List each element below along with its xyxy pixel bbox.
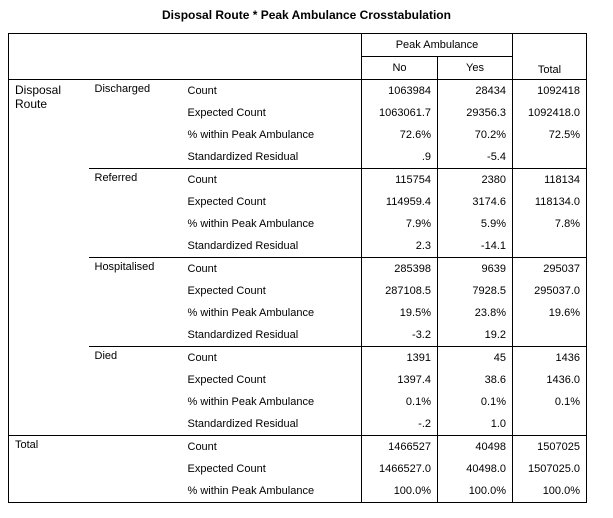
table-row <box>9 80 587 103</box>
table-title: Disposal Route * Peak Ambulance Crosstabulation <box>162 8 451 22</box>
total-value-cell: 100.0% <box>513 480 587 503</box>
statistic-label: % within Peak Ambulance <box>187 129 315 141</box>
row-category-label: Referred <box>89 169 182 258</box>
statistic-label: Standardized Residual <box>182 146 362 169</box>
no-value-cell: 2.3 <box>362 235 438 258</box>
no-value-cell: 72.6% <box>362 124 438 146</box>
yes-value-cell: 3174.6 <box>438 191 513 213</box>
yes-value-cell: 70.2% <box>438 124 513 146</box>
yes-column-header: Yes <box>438 57 513 80</box>
statistic-label: % within Peak Ambulance <box>187 307 315 319</box>
no-value-cell: -.2 <box>362 413 438 436</box>
yes-value-cell: 5.9% <box>438 213 513 235</box>
total-value-cell: 1507025.0 <box>513 458 587 480</box>
total-column-header: Total <box>513 34 587 80</box>
no-value-cell: 19.5% <box>362 302 438 324</box>
yes-value-cell: 0.1% <box>438 391 513 413</box>
crosstab-table <box>8 33 587 503</box>
statistic-label: Count <box>187 263 217 275</box>
statistic-label: Expected Count <box>187 107 266 119</box>
peak-ambulance-header: Peak Ambulance <box>362 34 513 57</box>
no-value-cell: 1391 <box>362 347 438 370</box>
no-value-cell: 1397.4 <box>362 369 438 391</box>
statistic-label: Count <box>187 85 217 97</box>
table-row <box>9 258 587 281</box>
total-value-cell: 1436 <box>513 347 587 370</box>
statistic-label: Standardized Residual <box>182 413 362 436</box>
no-value-cell: 1466527.0 <box>362 458 438 480</box>
total-value-cell <box>513 235 587 258</box>
total-value-cell: 19.6% <box>513 302 587 324</box>
no-value-cell: 0.1% <box>362 391 438 413</box>
no-value-cell: 1466527 <box>362 436 438 459</box>
yes-value-cell: 45 <box>438 347 513 370</box>
row-category-label: Died <box>89 347 182 436</box>
no-value-cell: 1063061.7 <box>362 102 438 124</box>
row-category-label: Discharged <box>89 80 182 169</box>
yes-value-cell: 7928.5 <box>438 280 513 302</box>
statistic-label: Expected Count <box>187 196 266 208</box>
table-row <box>9 436 587 459</box>
statistic-label: % within Peak Ambulance <box>187 396 315 408</box>
yes-value-cell: 40498.0 <box>438 458 513 480</box>
statistic-label: % within Peak Ambulance <box>182 480 362 503</box>
total-row-label: Total <box>9 436 182 503</box>
statistic-label: % within Peak Ambulance <box>187 218 315 230</box>
total-value-cell: 1436.0 <box>513 369 587 391</box>
no-value-cell: 7.9% <box>362 213 438 235</box>
no-value-cell: .9 <box>362 146 438 169</box>
yes-value-cell: 40498 <box>438 436 513 459</box>
yes-value-cell: 2380 <box>438 169 513 192</box>
statistic-label: Expected Count <box>187 374 266 386</box>
total-value-cell <box>513 324 587 347</box>
table-row <box>9 169 587 192</box>
total-value-cell <box>513 146 587 169</box>
total-value-cell: 118134.0 <box>513 191 587 213</box>
no-value-cell: 287108.5 <box>362 280 438 302</box>
statistic-label: Expected Count <box>187 463 266 475</box>
statistic-label: Count <box>187 352 217 364</box>
yes-value-cell: 38.6 <box>438 369 513 391</box>
yes-value-cell: 100.0% <box>438 480 513 503</box>
total-value-cell <box>513 413 587 436</box>
statistic-label: Standardized Residual <box>182 324 362 347</box>
no-value-cell: 115754 <box>362 169 438 192</box>
no-value-cell: 285398 <box>362 258 438 281</box>
total-value-cell: 1092418 <box>513 80 587 103</box>
statistic-label: Count <box>187 174 217 186</box>
total-value-cell: 1507025 <box>513 436 587 459</box>
total-value-cell: 295037.0 <box>513 280 587 302</box>
total-value-cell: 1092418.0 <box>513 102 587 124</box>
table-body <box>9 80 587 503</box>
table-row <box>9 347 587 370</box>
no-value-cell: 1063984 <box>362 80 438 103</box>
row-category-label: Hospitalised <box>89 258 182 347</box>
total-value-cell: 0.1% <box>513 391 587 413</box>
total-value-cell: 7.8% <box>513 213 587 235</box>
no-column-header: No <box>362 57 438 80</box>
row-variable-label: Disposal Route <box>9 80 89 436</box>
yes-value-cell: -5.4 <box>438 146 513 169</box>
yes-value-cell: 23.8% <box>438 302 513 324</box>
yes-value-cell: 19.2 <box>438 324 513 347</box>
statistic-label: Expected Count <box>187 285 266 297</box>
statistic-label: Count <box>187 441 217 453</box>
yes-value-cell: 29356.3 <box>438 102 513 124</box>
statistic-label: Standardized Residual <box>182 235 362 258</box>
no-value-cell: 114959.4 <box>362 191 438 213</box>
total-value-cell: 295037 <box>513 258 587 281</box>
no-value-cell: 100.0% <box>362 480 438 503</box>
no-value-cell: -3.2 <box>362 324 438 347</box>
total-value-cell: 72.5% <box>513 124 587 146</box>
yes-value-cell: -14.1 <box>438 235 513 258</box>
yes-value-cell: 9639 <box>438 258 513 281</box>
total-value-cell: 118134 <box>513 169 587 192</box>
yes-value-cell: 28434 <box>438 80 513 103</box>
yes-value-cell: 1.0 <box>438 413 513 436</box>
corner-cell <box>9 34 362 80</box>
